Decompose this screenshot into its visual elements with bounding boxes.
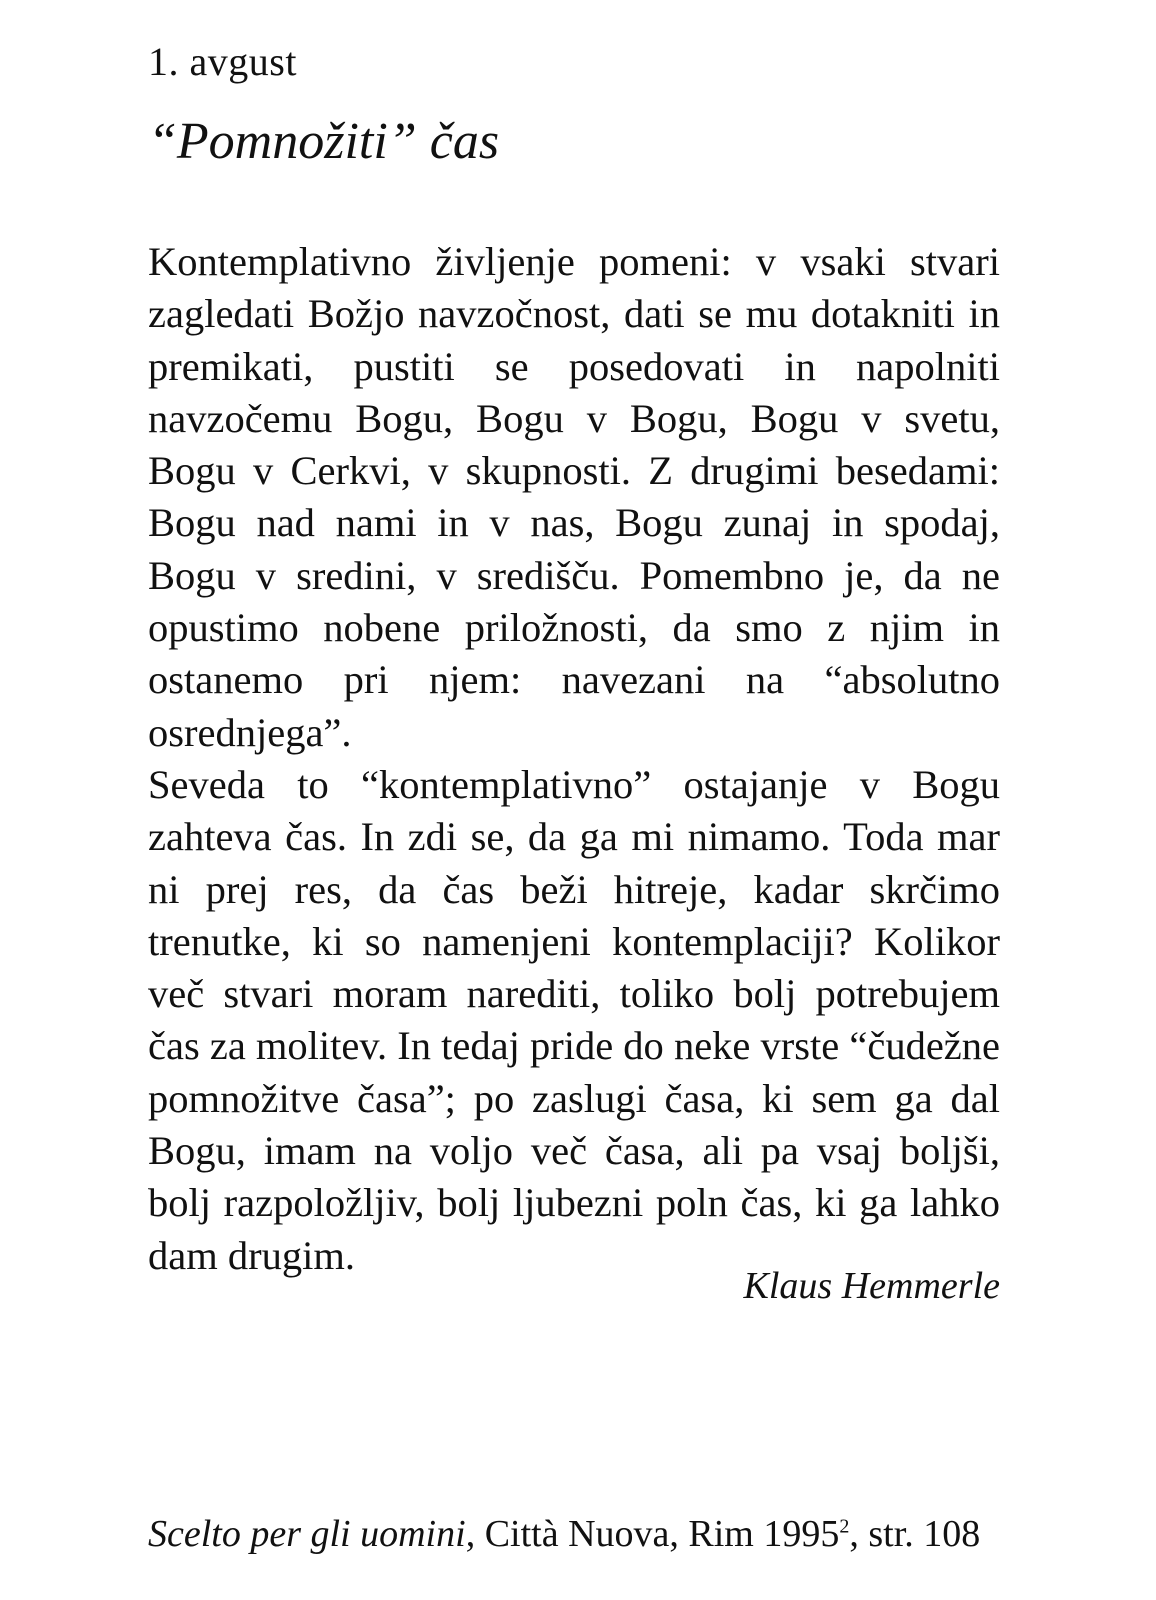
source-page: , str. 108 — [849, 1513, 981, 1555]
source-book-title: Scelto per gli uomini — [148, 1513, 466, 1555]
page-title: “Pomnožiti” čas — [148, 113, 500, 170]
page-date: 1. avgust — [148, 39, 297, 84]
main-text — [148, 236, 1000, 1282]
source-citation — [148, 1510, 981, 1558]
paragraph-2: Seveda to “kontemplativno” ostajanje v Bogu zahteva čas. In zdi se, da ga mi nimamo. Toda mar ni prej res, da čas beži hitreje, kadar skrčimo trenutke, ki so namenjeni kontemplaciji? Kolikor več stvari moram narediti, toliko bolj potrebujem čas za molitev. In tedaj pride do neke vrste “čudežne pomnožitve časa”; po zaslugi časa, ki sem ga dal Bogu, imam na voljo več časa, ali pa vsaj boljši, bolj razpoložljiv, bolj ljubezni poln čas, ki ga lahko dam drugim. — [148, 761, 1000, 1278]
document-page — [148, 0, 1000, 1600]
source-edition: 2 — [839, 1515, 850, 1538]
paragraph-1: Kontemplativno življenje pomeni: v vsaki stvari zagledati Božjo navzočnost, dati se mu dotakniti in premikati, pustiti se posedovati in napolniti navzočemu Bogu, Bogu v Bogu, Bogu v svetu, Bogu v Cerkvi, v skupnosti. Z drugimi besedami: Bogu nad nami in v nas, Bogu zunaj in spodaj, Bogu v sredini, v središču. Pomembno je, da ne opustimo nobene priložnosti, da smo z njim in ostanemo pri njem: navezani na “absolutno osrednjega”. — [148, 239, 1000, 755]
author-name: Klaus Hemmerle — [743, 1265, 1000, 1307]
source-publisher: , Città Nuova, Rim 1995 — [465, 1513, 840, 1555]
